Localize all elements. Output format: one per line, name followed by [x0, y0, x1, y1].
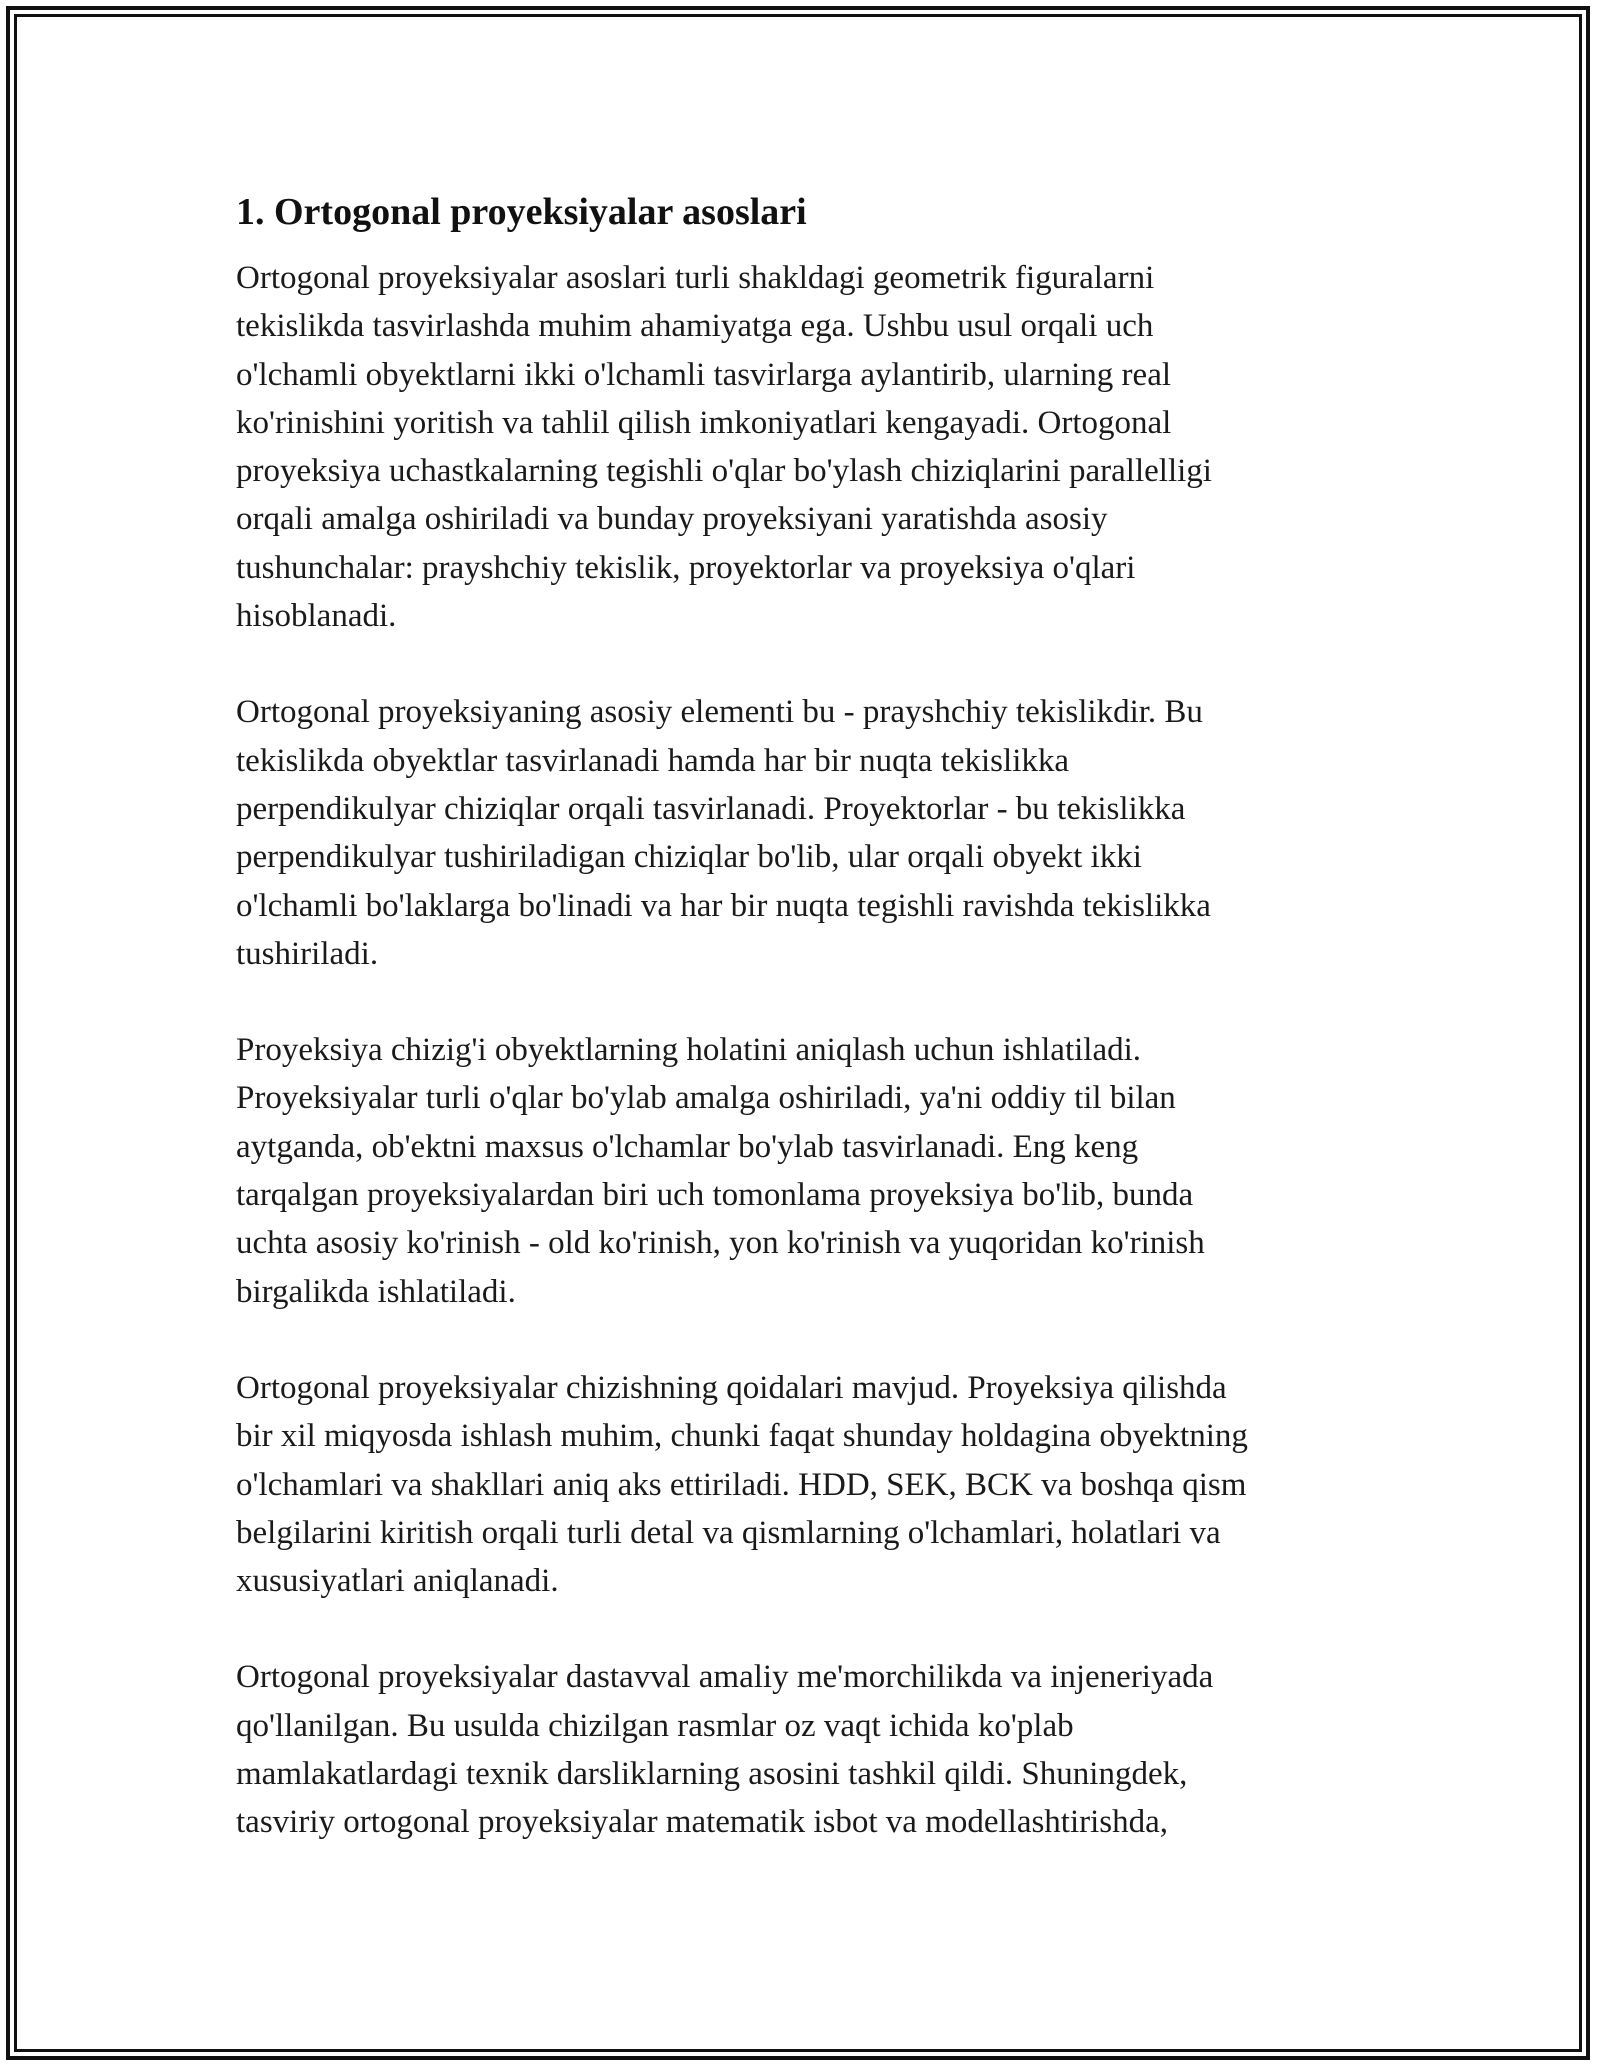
paragraph-line: qo'llanilgan. Bu usulda chizilgan rasmlar oz vaqt ichida ko'plab	[236, 1707, 1074, 1744]
paragraph	[236, 1026, 1376, 1316]
paragraph-line: bir xil miqyosda ishlash muhim, chunki faqat shunday holdagina obyektning	[236, 1418, 1248, 1455]
paragraph-line: orqali amalga oshiriladi va bunday proyeksiyani yaratishda asosiy	[236, 501, 1108, 538]
paragraph-line: Ortogonal proyeksiyalar asoslari turli shakldagi geometrik figuralarni	[236, 260, 1155, 296]
paragraph	[236, 1653, 1376, 1846]
paragraph-line: tekislikda tasvirlashda muhim ahamiyatga ega. Ushbu usul orqali uch	[236, 308, 1154, 345]
paragraph-line: hisoblanadi.	[236, 598, 397, 635]
paragraph-line: tushiriladi.	[236, 935, 379, 972]
paragraph-line: tasviriy ortogonal proyeksiyalar matematik isbot va modellashtirishda,	[236, 1804, 1169, 1841]
paragraph-line: tekislikda obyektlar tasvirlanadi hamda har bir nuqta tekislikka	[236, 742, 1070, 779]
paragraph-line: mamlakatlardagi texnik darsliklarning asosini tashkil qildi. Shuningdek,	[236, 1756, 1188, 1793]
paragraph-line: birgalikda ishlatiladi.	[236, 1273, 516, 1310]
paragraph-line: aytganda, ob'ektni maxsus o'lchamlar bo'ylab tasvirlanadi. Eng keng	[236, 1128, 1139, 1165]
paragraph	[236, 688, 1376, 978]
paragraph-line: Ortogonal proyeksiyaning asosiy elementi bu - prayshchiy tekislikdir. Bu	[236, 694, 1203, 731]
paragraph-line: proyeksiya uchastkalarning tegishli o'qlar bo'ylash chiziqlarini parallelligi	[236, 453, 1212, 490]
paragraph-line: belgilarini kiritish orqali turli detal va qismlarning o'lchamlari, holatlari va	[236, 1514, 1221, 1551]
document-body	[236, 186, 1376, 1895]
paragraph-line: xususiyatlari aniqlanadi.	[236, 1563, 559, 1600]
paragraph-list	[236, 254, 1376, 1847]
paragraph-line: Ortogonal proyeksiyalar chizishning qoidalari mavjud. Proyeksiya qilishda	[236, 1369, 1227, 1406]
section-heading: 1. Ortogonal proyeksiyalar asoslari	[236, 191, 807, 233]
paragraph	[236, 1364, 1376, 1605]
paragraph-line: Ortogonal proyeksiyalar dastavval amaliy me'morchilikda va injeneriyada	[236, 1659, 1214, 1696]
paragraph-line: tushunchalar: prayshchiy tekislik, proyektorlar va proyeksiya o'qlari	[236, 549, 1136, 586]
paragraph	[236, 254, 1376, 640]
paragraph-line: o'lchamli bo'laklarga bo'linadi va har bir nuqta tegishli ravishda tekislikka	[236, 887, 1211, 924]
paragraph-line: uchta asosiy ko'rinish - old ko'rinish, yon ko'rinish va yuqoridan ko'rinish	[236, 1225, 1205, 1262]
paragraph-line: perpendikulyar chiziqlar orqali tasvirlanadi. Proyektorlar - bu tekislikka	[236, 790, 1186, 827]
paragraph-line: tarqalgan proyeksiyalardan biri uch tomonlama proyeksiya bo'lib, bunda	[236, 1177, 1194, 1214]
paragraph-line: perpendikulyar tushiriladigan chiziqlar bo'lib, ular orqali obyekt ikki	[236, 839, 1142, 876]
paragraph-line: o'lchamlari va shakllari aniq aks ettiriladi. HDD, SEK, BCK va boshqa qism	[236, 1466, 1247, 1503]
paragraph-line: Proyeksiyalar turli o'qlar bo'ylab amalga oshiriladi, ya'ni oddiy til bilan	[236, 1080, 1176, 1117]
paragraph-line: Proyeksiya chizig'i obyektlarning holatini aniqlash uchun ishlatiladi.	[236, 1032, 1142, 1069]
paragraph-line: o'lchamli obyektlarni ikki o'lchamli tasvirlarga aylantirib, ularning real	[236, 356, 1172, 393]
paragraph-line: ko'rinishini yoritish va tahlil qilish imkoniyatlari kengayadi. Ortogonal	[236, 404, 1172, 441]
